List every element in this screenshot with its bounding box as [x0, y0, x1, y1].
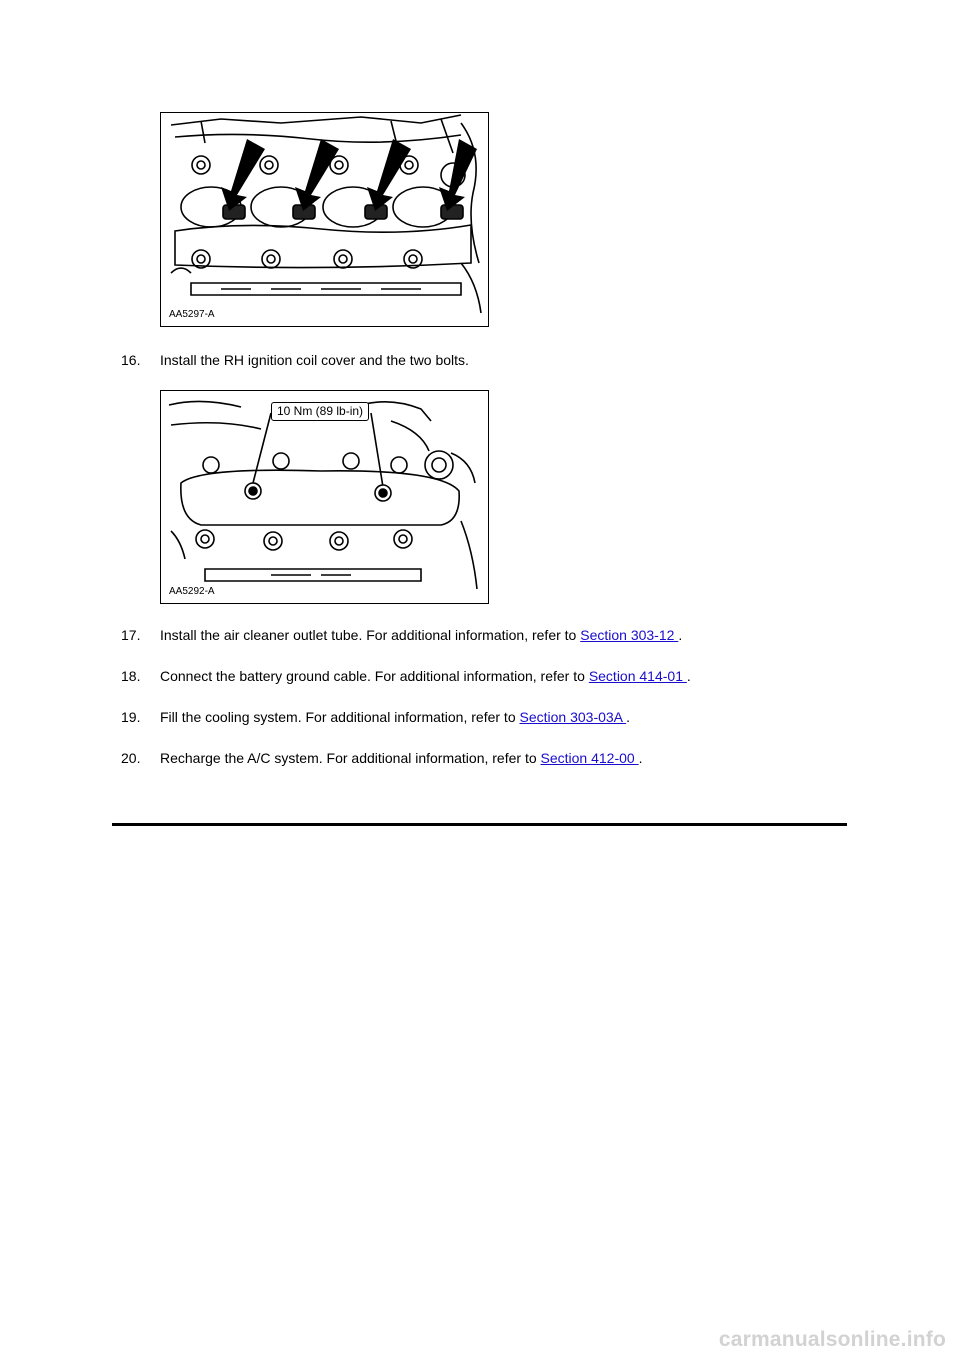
step-text: Connect the battery ground cable. For additional information, refer to — [160, 668, 589, 684]
section-link[interactable]: Section 412-00 — [540, 750, 639, 766]
step-16 — [121, 351, 469, 369]
step-text-end: . — [626, 709, 631, 725]
step-number: 17. — [121, 627, 141, 643]
step-number: 16. — [121, 352, 141, 368]
step-17 — [121, 626, 682, 644]
step-number: 19. — [121, 709, 141, 725]
engine-line-drawing — [161, 113, 488, 326]
coil-connector-illustration — [160, 112, 489, 327]
step-number: 18. — [121, 668, 141, 684]
step-text: Install the RH ignition coil cover and the two bolts. — [160, 352, 469, 368]
section-link[interactable]: Section 303-03A — [519, 709, 627, 725]
section-link[interactable]: Section 303-12 — [580, 627, 679, 643]
watermark: carmanualsonline.info — [718, 1328, 946, 1351]
engine-line-drawing — [161, 391, 488, 603]
torque-callout: 10 Nm (89 lb-in) — [271, 402, 369, 421]
section-divider — [112, 823, 847, 826]
step-text: Recharge the A/C system. For additional information, refer to — [160, 750, 541, 766]
step-text-end: . — [678, 627, 683, 643]
figure-id-label: AA5297-A — [169, 309, 215, 320]
step-18 — [121, 667, 691, 685]
step-20 — [121, 749, 642, 767]
figure-id-label: AA5292-A — [169, 586, 215, 597]
section-link[interactable]: Section 414-01 — [588, 668, 687, 684]
coil-cover-illustration — [160, 390, 489, 604]
step-text: Fill the cooling system. For additional information, refer to — [160, 709, 520, 725]
step-text: Install the air cleaner outlet tube. For additional information, refer to — [160, 627, 581, 643]
step-19 — [121, 708, 630, 726]
step-text-end: . — [638, 750, 643, 766]
step-number: 20. — [121, 750, 141, 766]
step-text-end: . — [686, 668, 691, 684]
